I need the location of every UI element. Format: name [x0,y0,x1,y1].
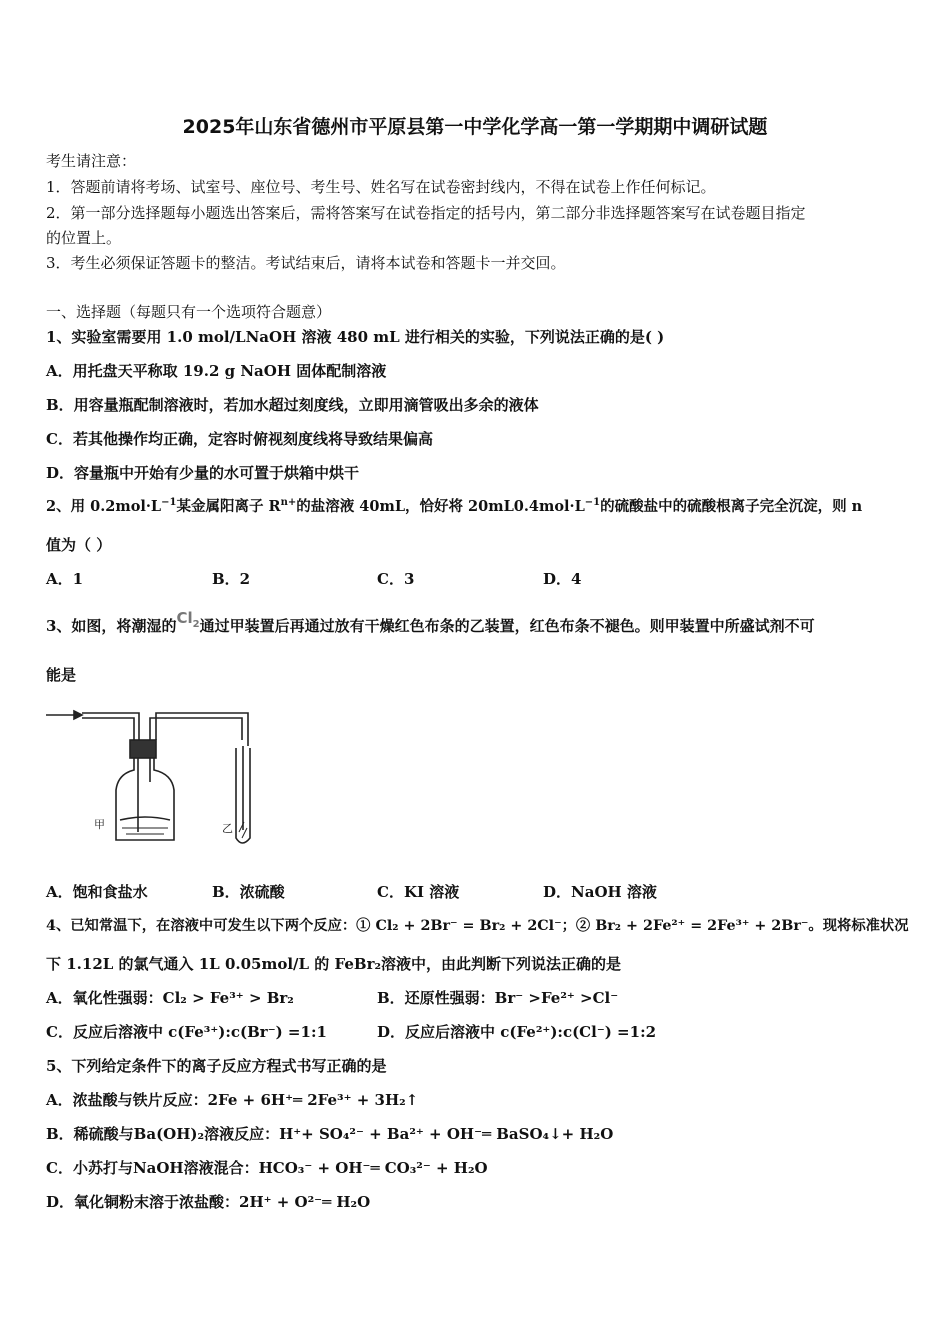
inlet-tube-inner [82,718,134,740]
notice-item-1: 1．答题前请将考场、试室号、座位号、考生号、姓名写在试卷密封线内，不得在试卷上作任何标记。 [46,178,716,196]
notice-heading: 考生请注意： [46,152,137,170]
q4-option-b: B．还原性强弱：Br⁻ >Fe²⁺ >Cl⁻ [377,989,619,1007]
stopper [130,740,156,758]
apparatus-diagram [46,702,298,864]
label-jia: 甲 [94,818,105,831]
q2-stem [46,497,862,517]
q5-stem: 5、下列给定条件下的离子反应方程式书写正确的是 [46,1057,387,1075]
q4-option-c: C．反应后溶液中 c(Fe³⁺):c(Br⁻) =1:1 [46,1023,327,1041]
section-heading: 一、选择题（每题只有一个选项符合题意） [46,303,332,321]
q1-option-b: B．用容量瓶配制溶液时，若加水超过刻度线，立即用滴管吸出多余的液体 [46,396,539,414]
cl2-symbol: Cl [176,609,193,627]
q3-stem [46,609,815,636]
notice-item-2-cont: 的位置上。 [46,229,122,247]
q1-stem: 1、实验室需要用 1.0 mol/LNaOH 溶液 480 mL 进行相关的实验，下列说法正确的是( ) [46,328,665,346]
q5-option-a: A．浓盐酸与铁片反应：2Fe + 6H⁺═ 2Fe³⁺ + 3H₂↑ [46,1091,419,1109]
notice-item-3: 3．考生必须保证答题卡的整洁。考试结束后，请将本试卷和答题卡一并交回。 [46,254,566,272]
q2-superscript: −1 [161,497,177,509]
inlet-tube-outer [82,713,139,740]
q2-superscript: n+ [280,497,297,509]
q2-stem-part: 2、用 0.2mol·L [46,498,162,515]
notice-item-2: 2．第一部分选择题每小题选出答案后，需将答案写在试卷指定的括号内，第二部分非选择题答案写在试卷题目指定 [46,204,806,222]
q5-option-d: D．氧化铜粉末溶于浓盐酸：2H⁺ + O²⁻═ H₂O [46,1193,371,1211]
q1-option-d: D．容量瓶中开始有少量的水可置于烘箱中烘干 [46,464,360,482]
q3-stem-line2: 能是 [46,666,77,684]
cl2-subscript: 2 [192,619,200,630]
liquid-surface [120,817,170,820]
connect-tube-inner [150,718,242,740]
q2-option-b: B．2 [212,570,251,588]
q2-stem-part: 的硫酸盐中的硫酸根离子完全沉淀，则 n [600,498,863,515]
q3-stem-part: 通过甲装置后再通过放有干燥红色布条的乙装置，红色布条不褪色。则甲装置中所盛试剂不可 [199,617,815,635]
q2-stem-part: 的盐溶液 40mL，恰好将 20mL0.4mol·L [296,498,585,515]
q4-stem-line2: 下 1.12L 的氯气通入 1L 0.05mol/L 的 FeBr₂溶液中，由此判断下列说法正确的是 [46,955,622,973]
cl2-formula [176,609,200,630]
label-yi: 乙 [222,822,233,835]
q3-option-c: C．KI 溶液 [377,883,460,901]
apparatus-lines [46,711,250,843]
page-title: 2025年山东省德州市平原县第一中学化学高一第一学期期中调研试题 [182,116,768,138]
q2-option-a: A．1 [46,570,84,588]
q4-stem: 4、已知常温下，在溶液中可发生以下两个反应：① Cl₂ + 2Br⁻ = Br₂ + 2Cl⁻；② Br₂ + 2Fe²⁺ = 2Fe³⁺ + 2Br⁻。现将标准状况 [46,918,909,934]
q2-option-d: D．4 [543,570,582,588]
q3-option-d: D．NaOH 溶液 [543,883,657,901]
q2-option-c: C．3 [377,570,415,588]
q3-stem-part: 3、如图，将潮湿的 [46,617,177,635]
q3-option-b: B．浓硫酸 [212,883,285,901]
q2-stem-line2: 值为（ ） [46,536,112,554]
q2-superscript: −1 [584,497,601,509]
q1-option-a: A．用托盘天平称取 19.2 g NaOH 固体配制溶液 [46,362,387,380]
liquid-hatch [122,828,168,834]
q2-stem-part: 某金属阳离子 R [176,498,281,515]
q3-option-a: A．饱和食盐水 [46,883,148,901]
q5-option-c: C．小苏打与NaOH溶液混合：HCO₃⁻ + OH⁻═ CO₃²⁻ + H₂O [46,1159,488,1177]
q4-option-d: D．反应后溶液中 c(Fe²⁺):c(Cl⁻) =1:2 [377,1023,657,1041]
inlet-arrow-head [74,711,82,719]
q5-option-b: B．稀硫酸与Ba(OH)₂溶液反应：H⁺+ SO₄²⁻ + Ba²⁺ + OH⁻═ BaSO₄↓+ H₂O [46,1125,614,1143]
q4-option-a: A．氧化性强弱：Cl₂ > Fe³⁺ > Br₂ [46,989,294,1007]
q1-option-c: C．若其他操作均正确，定容时俯视刻度线将导致结果偏高 [46,430,433,448]
